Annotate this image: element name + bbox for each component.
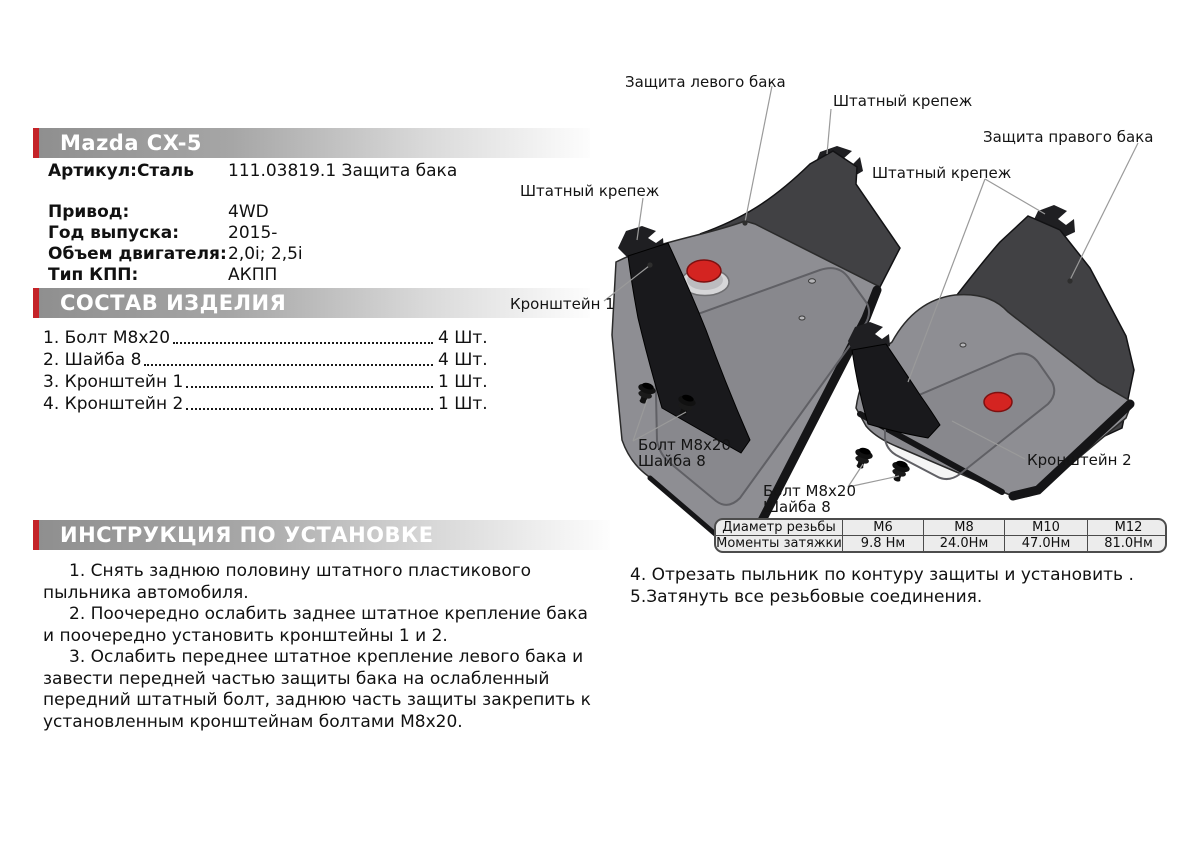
torque-table-header-cell: М12 (1088, 520, 1167, 535)
washer-label: Шайба 8 (638, 452, 706, 470)
drain-cap (984, 393, 1012, 412)
dot-leader (186, 386, 433, 388)
part-name: 4. Кронштейн 2 (43, 394, 184, 414)
torque-table-header-cell: М8 (924, 520, 1004, 535)
composition-title-bar (33, 288, 590, 318)
spec-label-drive: Привод: (48, 202, 130, 222)
article-row (48, 161, 194, 181)
instruction-step-1: 1. Снять заднюю половину штатного пластикового пыльника автомобиля. (43, 561, 532, 603)
torque-table-value: 81.0Нм (1088, 536, 1167, 551)
instruction-step-3: 3. Ослабить переднее штатное крепление левого бака и завести передней частью защиты бака на ослабленный передний штатный болт, заднюю часть защиты закрепить к установленным кронштейнам болтами М8х20. (43, 647, 591, 732)
washer-label: Шайба 8 (763, 498, 831, 516)
part-row (43, 370, 486, 392)
instruction-step-4: 4. Отрезать пыльник по контуру защиты и установить . (630, 565, 1134, 585)
instruction-step-5: 5.Затянуть все резьбовые соединения. (630, 586, 983, 607)
part-qty: 1 Шт. (438, 394, 488, 414)
torque-table-value: 47.0Нм (1005, 536, 1087, 551)
spec-value-drive: 4WD (228, 202, 269, 222)
torque-table-header-cell: М10 (1005, 520, 1087, 535)
torque-table-row-label: Моменты затяжки (716, 536, 842, 551)
label-bolt-washer-left (638, 437, 731, 469)
label-oem-mount-mid: Штатный крепеж (872, 164, 1012, 182)
part-row (43, 348, 486, 370)
instruction-step-2: 2. Поочередно ослабить заднее штатное крепление бака и поочередно установить кронштейны 1 и 2. (43, 604, 588, 646)
torque-table-header-cell: М6 (843, 520, 923, 535)
model-title-bar (33, 128, 590, 158)
spec-value-gearbox: АКПП (228, 265, 278, 285)
label-oem-mount-left: Штатный крепеж (520, 182, 660, 200)
spec-label-gearbox: Тип КПП: (48, 265, 139, 285)
part-name: 2. Шайба 8 (43, 350, 142, 370)
dot-leader (186, 408, 433, 410)
spec-value-year: 2015- (228, 223, 278, 243)
spec-label-engine: Объем двигателя: (48, 244, 227, 264)
part-row (43, 326, 486, 348)
torque-table-header-cell: Диаметр резьбы (716, 520, 842, 535)
label-right-guard: Защита правого бака (983, 128, 1154, 146)
label-bracket-2: Кронштейн 2 (1027, 451, 1132, 469)
spec-label-year: Год выпуска: (48, 223, 180, 243)
article-value: 111.03819.1 Защита бака (228, 161, 458, 181)
model-title: Mazda CX-5 (60, 131, 203, 155)
label-bracket-1: Кронштейн 1 (510, 295, 615, 313)
instructions-text-right (630, 565, 1185, 608)
bolt-icon (851, 446, 875, 472)
bolt-label: Болт М8х20 (763, 482, 857, 500)
bolt-label: Болт М8х20 (638, 436, 732, 454)
article-label: Артикул:Сталь (48, 161, 194, 181)
part-qty: 4 Шт. (438, 328, 488, 348)
label-left-guard: Защита левого бака (625, 73, 786, 91)
part-name: 1. Болт М8х20 (43, 328, 171, 348)
composition-title: СОСТАВ ИЗДЕЛИЯ (60, 291, 287, 315)
parts-list (43, 326, 486, 414)
part-qty: 1 Шт. (438, 372, 488, 392)
dot-leader (173, 342, 433, 344)
dot-leader (144, 364, 433, 366)
torque-table (714, 518, 1167, 553)
label-bolt-washer-right (763, 483, 856, 515)
part-qty: 4 Шт. (438, 350, 488, 370)
spec-value-engine: 2,0i; 2,5i (228, 244, 303, 264)
part-row (43, 392, 486, 414)
torque-table-value: 24.0Нм (924, 536, 1004, 551)
instructions-title: ИНСТРУКЦИЯ ПО УСТАНОВКЕ (60, 523, 434, 547)
label-oem-mount-top: Штатный крепеж (833, 92, 973, 110)
torque-table-value: 9.8 Нм (843, 536, 923, 551)
instructions-title-bar (33, 520, 610, 550)
part-name: 3. Кронштейн 1 (43, 372, 184, 392)
instructions-text (43, 561, 592, 733)
